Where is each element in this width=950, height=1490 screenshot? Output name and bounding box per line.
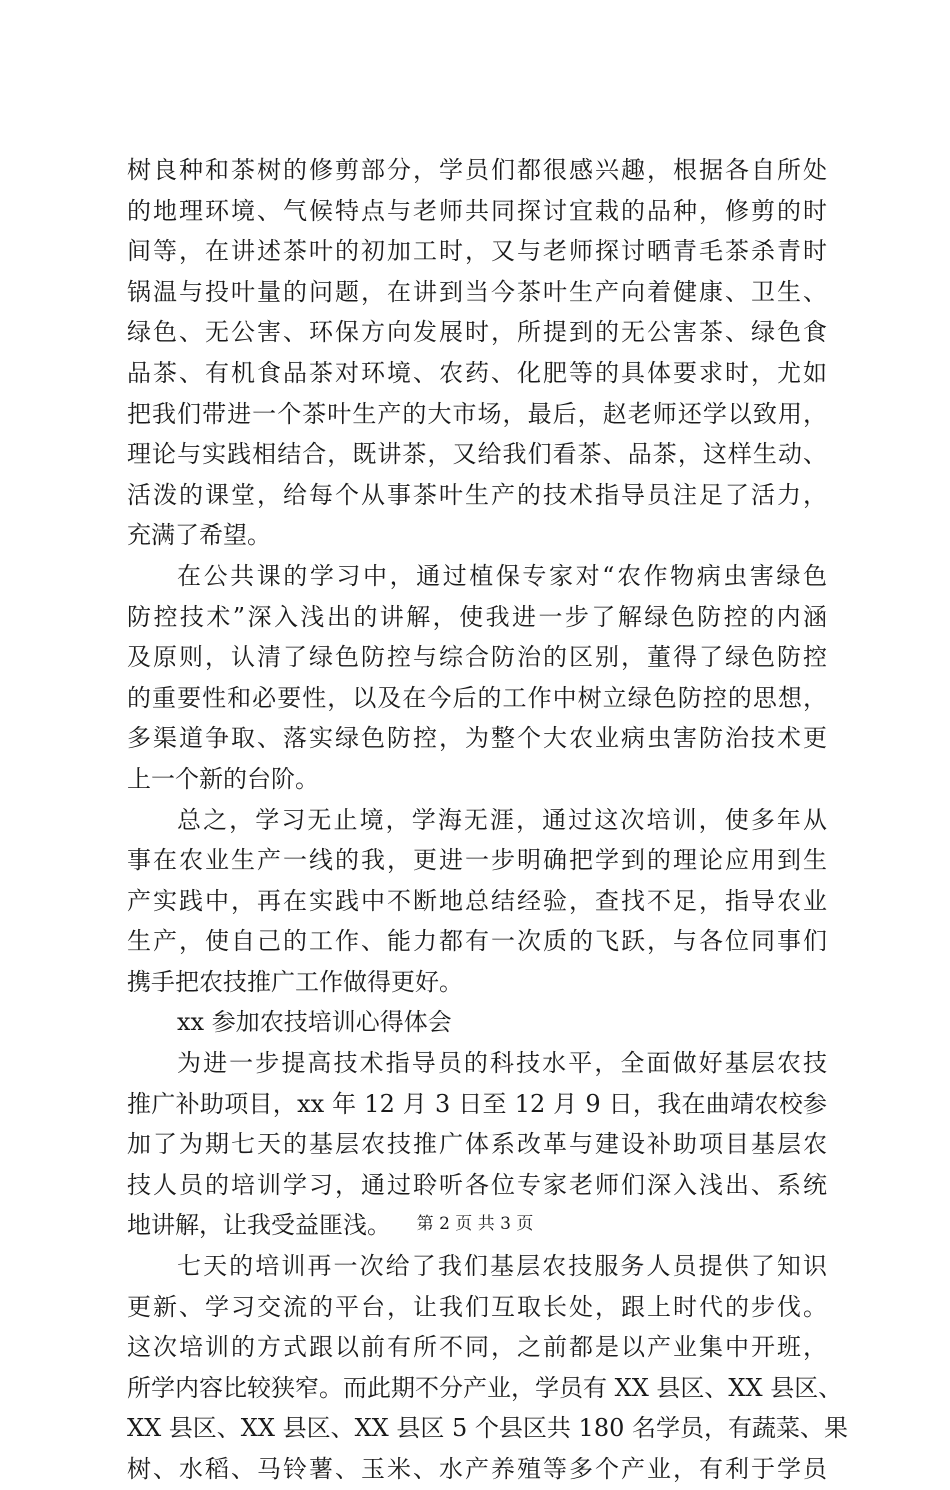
text-line: 绿色、无公害、环保方向发展时，所提到的无公害茶、绿色食 xyxy=(127,318,827,347)
text-line: 间等，在讲述茶叶的初加工时，又与老师探讨晒青毛茶杀青时 xyxy=(127,237,827,266)
text-line: 充满了希望。 xyxy=(127,521,271,550)
text-line: 的地理环境、气候特点与老师共同探讨宜栽的品种，修剪的时 xyxy=(127,196,827,225)
text-line: 产实践中，再在实践中不断地总结经验，查找不足，指导农业 xyxy=(127,886,827,915)
text-line: 加了为期七天的基层农技推广体系改革与建设补助项目基层农 xyxy=(127,1130,827,1159)
text-line: 理论与实践相结合，既讲茶，又给我们看茶、品茶，这样生动、 xyxy=(127,440,827,469)
text-line: 品茶、有机食品茶对环境、农药、化肥等的具体要求时，尤如 xyxy=(127,358,827,387)
text-line: 树、水稻、马铃薯、玉米、水产养殖等多个产业，有利于学员 xyxy=(127,1455,827,1483)
text-line: XX 县区、XX 县区、XX 县区 5 个县区共 180 名学员，有蔬菜、果 xyxy=(127,1414,848,1443)
text-line: 上一个新的台阶。 xyxy=(127,764,319,793)
section-heading: xx 参加农技培训心得体会 xyxy=(177,1008,452,1037)
text-line: 所学内容比较狭窄。而此期不分产业，学员有 XX 县区、XX 县区、 xyxy=(127,1373,843,1402)
text-line: 技人员的培训学习，通过聆听各位专家老师们深入浅出、系统 xyxy=(127,1170,827,1199)
text-line: 锅温与投叶量的问题，在讲到当今茶叶生产向着健康、卫生、 xyxy=(127,277,827,306)
text-line: 携手把农技推广工作做得更好。 xyxy=(127,967,463,996)
text-line: 活泼的课堂，给每个从事茶叶生产的技术指导员注足了活力， xyxy=(127,480,827,509)
page-number-footer: 第 2 页 共 3 页 xyxy=(416,1214,534,1234)
text-line: 事在农业生产一线的我，更进一步明确把学到的理论应用到生 xyxy=(127,846,827,875)
text-line: 七天的培训再一次给了我们基层农技服务人员提供了知识 xyxy=(177,1252,827,1281)
text-line: 在公共课的学习中，通过植保专家对“农作物病虫害绿色 xyxy=(177,561,827,590)
text-line: 的重要性和必要性，以及在今后的工作中树立绿色防控的思想， xyxy=(127,683,827,712)
text-line: 及原则，认清了绿色防控与综合防治的区别，董得了绿色防控 xyxy=(127,643,827,672)
text-line: 生产，使自己的工作、能力都有一次质的飞跃，与各位同事们 xyxy=(127,927,827,956)
document-body xyxy=(127,150,848,1490)
text-line: 多渠道争取、落实绿色防控，为整个大农业病虫害防治技术更 xyxy=(127,724,827,753)
text-line: 为进一步提高技术指导员的科技水平，全面做好基层农技 xyxy=(177,1049,827,1078)
text-line: 地讲解，让我受益匪浅。 xyxy=(127,1211,391,1240)
text-line: 总之，学习无止境，学海无涯，通过这次培训，使多年从 xyxy=(177,805,827,834)
text-line: 更新、学习交流的平台，让我们互取长处，跟上时代的步伐。 xyxy=(127,1292,827,1321)
text-line: 把我们带进一个茶叶生产的大市场，最后，赵老师还学以致用， xyxy=(127,399,827,428)
text-line: 推广补助项目，xx 年 12 月 3 日至 12 月 9 日，我在曲靖农校参 xyxy=(127,1089,827,1118)
text-line: 防控技术”深入浅出的讲解，使我进一步了解绿色防控的内涵 xyxy=(127,602,827,631)
text-line: 树良种和茶树的修剪部分，学员们都很感兴趣，根据各自所处 xyxy=(127,156,827,184)
text-line: 这次培训的方式跟以前有所不同，之前都是以产业集中开班， xyxy=(127,1333,827,1362)
